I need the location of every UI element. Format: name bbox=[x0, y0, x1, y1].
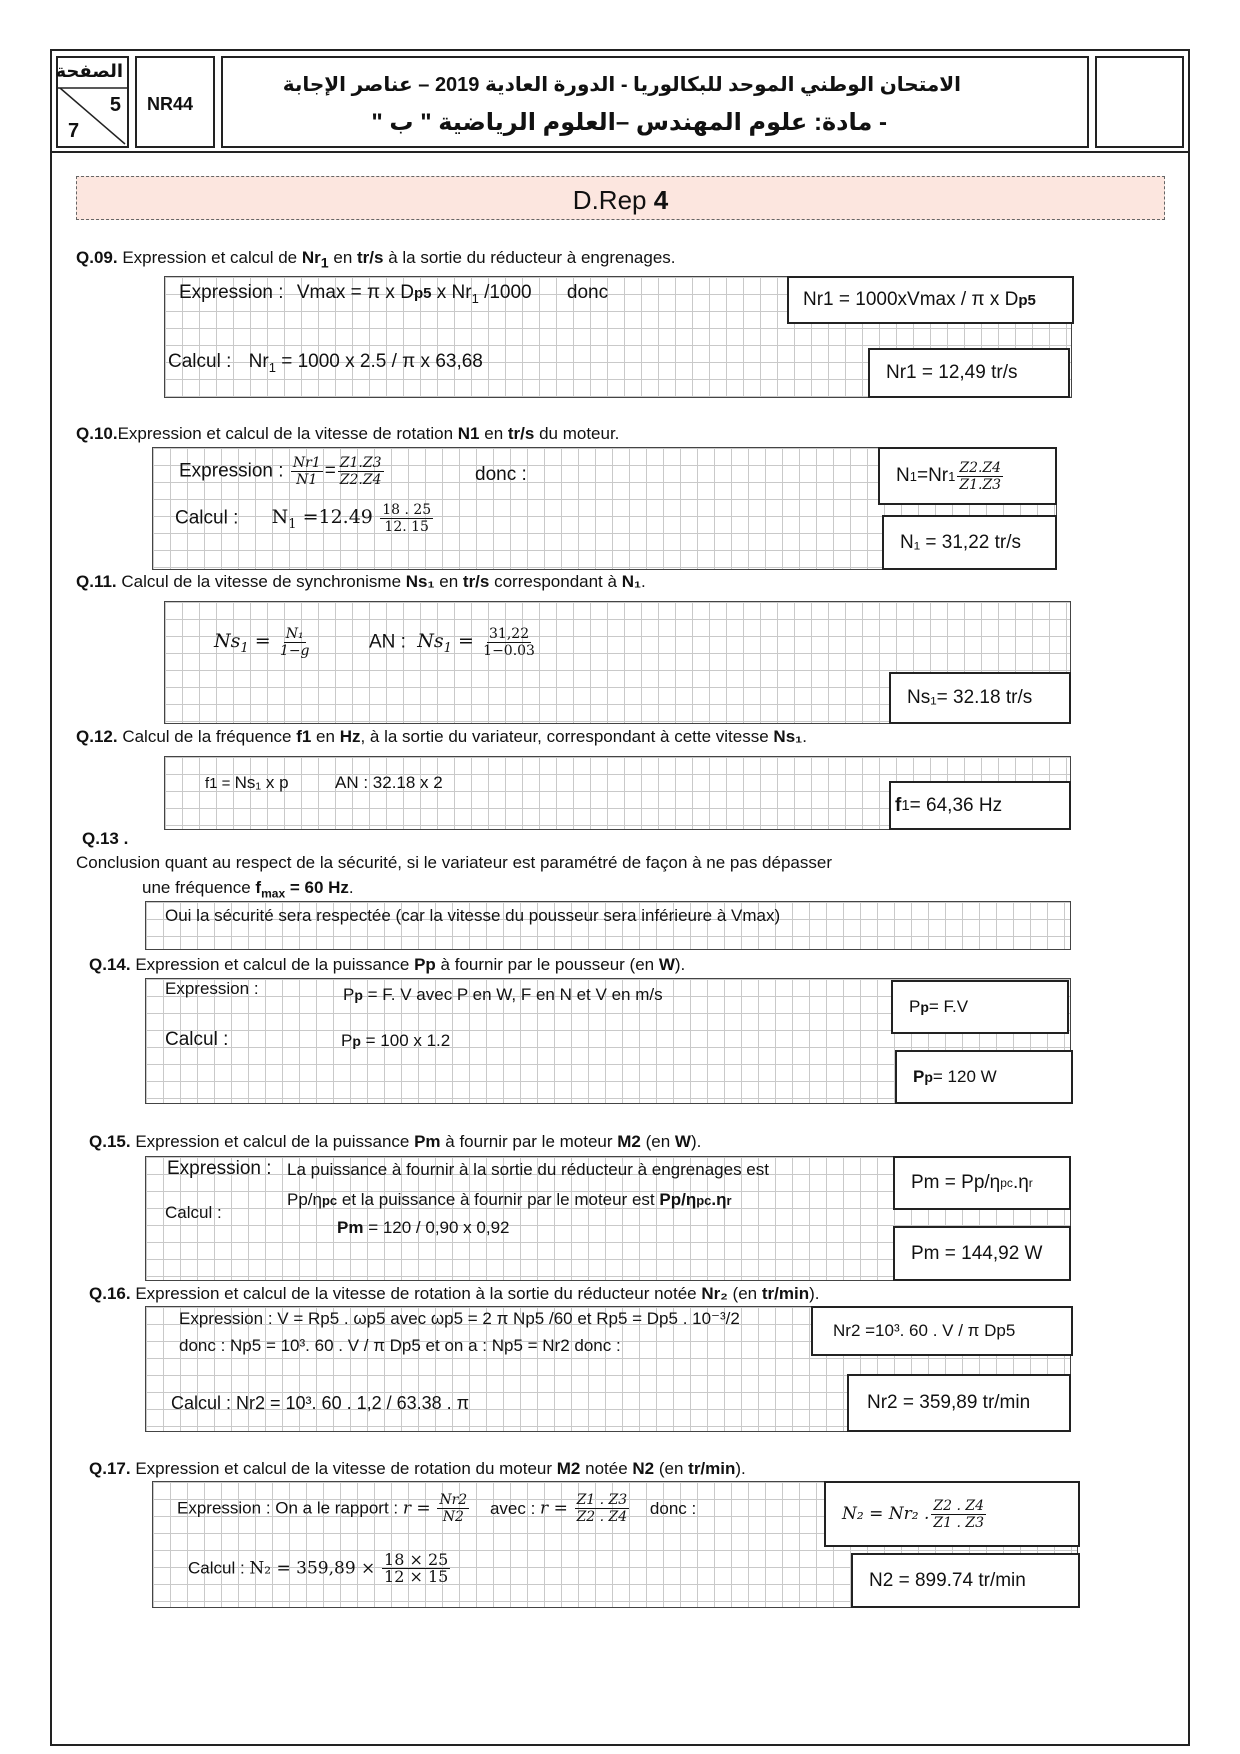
q14-text-mid: à fournir par le pousseur (en bbox=[435, 955, 659, 974]
exam-code: NR44 bbox=[147, 94, 194, 114]
header-title-line1: الامتحان الوطني الموحد للبكالوريا - الدورة العادية 2019 – عناصر الإجابة bbox=[282, 74, 961, 96]
q11-an-eq: = bbox=[451, 629, 474, 652]
q14-expr-label: Expression : bbox=[165, 979, 259, 998]
q10-f1-num: Nr1 bbox=[292, 455, 321, 471]
q10-answer-formula bbox=[878, 447, 1057, 505]
q11-answer-value bbox=[889, 672, 1071, 724]
q09-ans2: Nr1 = 12,49 tr/s bbox=[886, 362, 1018, 383]
q14-calc-b: = 100 x 1.2 bbox=[360, 1031, 451, 1050]
q14-expr-b: = F. V avec P en W, F en N et V en m/s bbox=[362, 985, 663, 1004]
section-title-prefix: D.Rep bbox=[572, 185, 647, 215]
q11-an bbox=[369, 626, 539, 659]
q09-expr-b: x Nr bbox=[431, 282, 472, 303]
q10-calc-a: N bbox=[271, 505, 289, 528]
q16-answer-formula bbox=[811, 1306, 1073, 1356]
header-divider bbox=[50, 151, 1190, 153]
q15-answer-formula bbox=[893, 1156, 1071, 1210]
q11-lhs: Ns bbox=[214, 629, 241, 652]
q11-text: Calcul de la vitesse de synchronisme bbox=[116, 572, 406, 591]
q13-line2-sub: max bbox=[261, 886, 286, 901]
q10-question bbox=[76, 424, 619, 444]
q11-unit: tr/s bbox=[462, 572, 490, 591]
q11-number: Q.11. bbox=[76, 572, 117, 591]
q17-calc-num: 18 × 25 bbox=[384, 1550, 449, 1569]
q15-ans1-sub2: r bbox=[1028, 1176, 1033, 1190]
header-title-line2: - مادة: علوم المهندس –العلوم الرياضية " ب " bbox=[371, 109, 887, 136]
q15-unit: W bbox=[674, 1132, 691, 1151]
page-number: 5 bbox=[109, 94, 121, 116]
q10-calc-label: Calcul : bbox=[175, 507, 239, 529]
q10-f2-num: Z1.Z3 bbox=[339, 455, 382, 471]
q17-text-notee: notée bbox=[580, 1459, 633, 1478]
q09-expr-sub2: 1 bbox=[471, 290, 479, 306]
q13-line2-d: . bbox=[348, 878, 354, 897]
q09-number: Q.09. bbox=[76, 248, 118, 267]
q15-motor: M2 bbox=[617, 1132, 641, 1151]
q10-answer-value bbox=[882, 515, 1057, 570]
q15-expr-line2 bbox=[287, 1190, 732, 1210]
q10-var: N1 bbox=[457, 424, 480, 443]
q10-ans2: N₁ = 31,22 tr/s bbox=[900, 531, 1021, 553]
q13-line2-c: = 60 Hz bbox=[285, 878, 349, 897]
q09-ans1-a: Nr1 = 1000xVmax / π x D bbox=[803, 289, 1019, 310]
q14-unit: W bbox=[658, 955, 675, 974]
q15-expr-label: Expression : bbox=[167, 1158, 272, 1179]
q09-unit: tr/s bbox=[357, 248, 384, 267]
q11-text-en: en bbox=[434, 572, 463, 591]
q15-l2-b: et la puissance à fournir par le moteur est bbox=[337, 1190, 660, 1209]
q16-var: Nr₂ bbox=[701, 1284, 728, 1303]
q15-l2-a: Pp/η bbox=[287, 1190, 322, 1209]
q16-text: Expression et calcul de la vitesse de rotation à la sortie du réducteur notée bbox=[130, 1284, 702, 1303]
q16-ans2: Nr2 = 359,89 tr/min bbox=[867, 1392, 1031, 1413]
code-box bbox=[135, 56, 215, 148]
q17-expr-label: Expression : On a le rapport : bbox=[177, 1498, 403, 1518]
q17-avec-r: r = bbox=[540, 1498, 568, 1519]
q17-donc: donc : bbox=[649, 1498, 697, 1518]
q13-line1: Conclusion quant au respect de la sécurité, si le variateur est paramétré de façon à ne pas dépasser bbox=[76, 853, 832, 872]
q14-calc-label: Calcul : bbox=[165, 1029, 229, 1050]
q14-ans1-a: P bbox=[909, 997, 921, 1016]
q11-var2: N₁ bbox=[621, 572, 641, 591]
q13-answer: Oui la sécurité sera respectée (car la vitesse du pousseur sera inférieure à Vmax) bbox=[165, 906, 781, 925]
q12-number: Q.12. bbox=[76, 727, 118, 746]
q09-expression bbox=[179, 282, 608, 306]
q17-expr-r: r = bbox=[402, 1498, 431, 1519]
q10-text-end: du moteur. bbox=[534, 424, 620, 443]
q13-number bbox=[82, 829, 128, 849]
q16-unit: tr/min bbox=[761, 1284, 810, 1303]
q12-unit: Hz bbox=[339, 727, 361, 746]
q17-answer-value bbox=[851, 1553, 1080, 1608]
q14-text: Expression et calcul de la puissance bbox=[130, 955, 415, 974]
grade-box bbox=[1095, 56, 1184, 148]
q17-ans2: N2 = 899.74 tr/min bbox=[869, 1569, 1026, 1591]
q12-an: AN : 32.18 x 2 bbox=[335, 773, 443, 792]
q09-donc: donc bbox=[566, 282, 609, 303]
q09-expr-a: Vmax = π x D bbox=[296, 282, 414, 303]
q16-expr-line1: Expression : V = Rp5 . ωp5 avec ωp5 = 2 π Np5 /60 et Rp5 = Dp5 . 10⁻³/2 bbox=[179, 1309, 740, 1328]
q17-ans1-num: Z2 . Z4 bbox=[933, 1497, 984, 1514]
q17-ans1-den: Z1 . Z3 bbox=[933, 1514, 984, 1531]
q12-question bbox=[76, 727, 807, 747]
q11-question bbox=[76, 572, 646, 592]
q12-formula-b: Ns₁ x p bbox=[234, 773, 289, 792]
q12-answer-value bbox=[889, 781, 1071, 830]
section-title-number: 4 bbox=[653, 185, 669, 215]
q10-calc-b: =12.49 bbox=[296, 505, 373, 528]
q09-expr-sub1: p5 bbox=[413, 285, 432, 302]
q11-an-f-num: 31,22 bbox=[489, 626, 530, 642]
q11-an-lhs: Ns bbox=[417, 629, 444, 652]
q14-answer-value bbox=[895, 1050, 1073, 1104]
q10-donc: donc : bbox=[475, 464, 527, 485]
q17-text-end: ). bbox=[735, 1459, 746, 1478]
q15-text-end: ). bbox=[690, 1132, 702, 1151]
section-title-banner bbox=[76, 176, 1165, 220]
q17-den1: N2 bbox=[442, 1509, 464, 1525]
q17-text: Expression et calcul de la vitesse de rotation du moteur bbox=[130, 1459, 557, 1478]
q10-calc-f-num: 18 . 25 bbox=[382, 502, 432, 518]
q09-calc-b: = 1000 x 2.5 / π x 63,68 bbox=[275, 351, 483, 372]
q16-question bbox=[89, 1284, 819, 1304]
q12-var2: Ns₁ bbox=[773, 727, 803, 746]
q10-number: Q.10. bbox=[76, 424, 118, 443]
q13-line2-b: f bbox=[255, 878, 262, 897]
q17-num2: Z1 . Z3 bbox=[576, 1492, 628, 1508]
q15-text-mid: à fournir par le moteur bbox=[440, 1132, 618, 1151]
q12-text-end: . bbox=[802, 727, 807, 746]
q15-ans1-b: .η bbox=[1012, 1172, 1029, 1193]
q15-l2-c: Pp/η bbox=[659, 1190, 697, 1209]
q17-den2: Z2 . Z4 bbox=[576, 1509, 628, 1525]
q11-text-corr: correspondant à bbox=[489, 572, 622, 591]
q16-expr-line2: donc : Np5 = 10³. 60 . V / π Dp5 et on a : Np5 = Nr2 donc : bbox=[179, 1336, 621, 1355]
q12-text: Calcul de la fréquence bbox=[117, 727, 297, 746]
q10-ans1-sub2: 1 bbox=[948, 468, 956, 484]
q11-f-num: N₁ bbox=[285, 626, 304, 642]
q17-calcul bbox=[188, 1552, 452, 1585]
q09-question bbox=[76, 248, 676, 271]
q15-calc-b: = 120 / 0,90 x 0,92 bbox=[363, 1218, 510, 1237]
q15-answer-value bbox=[893, 1226, 1071, 1281]
q09-answer-formula bbox=[787, 276, 1074, 324]
q12-ans-a: f bbox=[895, 794, 902, 816]
q16-answer-value bbox=[847, 1374, 1071, 1432]
q15-l2-f: r bbox=[726, 1193, 732, 1208]
title-box bbox=[221, 56, 1089, 148]
q17-calc-label: Calcul : bbox=[188, 1558, 250, 1578]
q09-ans1-sub: p5 bbox=[1018, 291, 1036, 309]
q15-calc-label: Calcul : bbox=[165, 1203, 222, 1222]
q17-unit: tr/min bbox=[688, 1459, 736, 1478]
q09-expr-c: /1000 bbox=[478, 282, 532, 303]
q14-ans2-a: P bbox=[913, 1067, 925, 1086]
q12-formula-a: f1 = bbox=[205, 775, 235, 792]
q17-calc-lhs: N₂ = 359,89 × bbox=[249, 1558, 376, 1579]
q11-f-den: 1−g bbox=[279, 643, 310, 659]
q09-calc-label: Calcul : bbox=[168, 351, 232, 372]
q09-expr-label: Expression : bbox=[179, 282, 284, 303]
q15-ans1-sub: pc bbox=[1000, 1176, 1013, 1190]
q17-question bbox=[89, 1459, 746, 1479]
q15-number: Q.15. bbox=[89, 1132, 131, 1151]
q17-answer-formula bbox=[824, 1481, 1080, 1547]
q11-text-end: . bbox=[641, 572, 646, 591]
q15-ans1-a: Pm = Pp/η bbox=[911, 1172, 1001, 1193]
q11-lhs-sub: 1 bbox=[240, 640, 249, 656]
q16-number: Q.16. bbox=[89, 1284, 131, 1303]
page-total: 7 bbox=[68, 120, 80, 142]
q12-text-en: en bbox=[311, 727, 340, 746]
q11-var: Ns₁ bbox=[405, 572, 435, 591]
q10-f2-den: Z2.Z4 bbox=[339, 472, 382, 488]
q09-text: Expression et calcul de bbox=[117, 248, 302, 267]
q14-expr-a: P bbox=[343, 985, 355, 1004]
q12-var: f1 bbox=[296, 727, 312, 746]
q14-expr-sub: p bbox=[354, 987, 363, 1003]
q10-text-en: en bbox=[479, 424, 508, 443]
q11-an-f-den: 1−0.03 bbox=[483, 643, 535, 659]
q15-l2-d: pc bbox=[696, 1193, 712, 1208]
q10-expression bbox=[179, 455, 386, 488]
q17-calc-den: 12 × 15 bbox=[384, 1567, 449, 1586]
q10-calcul bbox=[175, 502, 435, 535]
q09-text-en: en bbox=[328, 248, 357, 267]
q09-calc-a: Nr bbox=[248, 351, 269, 372]
q14-question bbox=[89, 955, 685, 975]
q10-ans1-f-den: Z1.Z3 bbox=[959, 476, 1002, 493]
q10-text: Expression et calcul de la vitesse de rotation bbox=[117, 424, 458, 443]
q17-num1: Nr2 bbox=[439, 1492, 468, 1508]
q15-var: Pm bbox=[414, 1132, 441, 1151]
q15-calc-a: Pm bbox=[337, 1218, 364, 1237]
q10-calc-sub: 1 bbox=[288, 516, 297, 532]
q15-l2-e: .η bbox=[711, 1190, 727, 1209]
q13-num: Q.13 . bbox=[82, 829, 129, 848]
q10-unit: tr/s bbox=[507, 424, 535, 443]
q11-eq: = bbox=[248, 629, 271, 652]
q14-number: Q.14. bbox=[89, 955, 131, 974]
q16-text-end: ). bbox=[809, 1284, 820, 1303]
q14-ans1-sub: p bbox=[920, 999, 929, 1015]
q09-text-end: à la sortie du réducteur à engrenages. bbox=[383, 248, 676, 267]
q17-expression bbox=[177, 1492, 696, 1525]
q14-expression bbox=[343, 985, 663, 1005]
q12-ans-b: 1 bbox=[901, 797, 910, 814]
q09-calc-sub: 1 bbox=[268, 359, 276, 375]
page-label: الصفحة bbox=[55, 61, 123, 81]
q09-var-sub: 1 bbox=[320, 255, 329, 272]
q17-motor: M2 bbox=[556, 1459, 581, 1478]
q14-ans2-sub: p bbox=[924, 1069, 933, 1085]
q13-line2-a: une fréquence bbox=[142, 878, 256, 897]
q12-ans-c: = 64,36 Hz bbox=[909, 794, 1003, 816]
q12-text-sortie: , à la sortie du variateur, correspondant à cette vitesse bbox=[360, 727, 774, 746]
q15-text-en: (en bbox=[640, 1132, 675, 1151]
q17-text-en: (en bbox=[654, 1459, 689, 1478]
q14-answer-formula bbox=[891, 980, 1069, 1034]
q16-text-en: (en bbox=[727, 1284, 762, 1303]
q10-expr-label: Expression : bbox=[179, 460, 284, 482]
q10-ans1-b: =Nr bbox=[916, 465, 949, 486]
q14-calcul bbox=[341, 1031, 450, 1051]
q17-avec: avec : bbox=[489, 1498, 541, 1518]
q10-ans1-a: N bbox=[896, 465, 910, 486]
q15-text: Expression et calcul de la puissance bbox=[130, 1132, 415, 1151]
q16-calcul: Calcul : Nr2 = 10³. 60 . 1,2 / 63.38 . π bbox=[171, 1393, 470, 1413]
q15-calcul bbox=[337, 1218, 510, 1238]
q11-formula bbox=[214, 626, 314, 659]
q17-ans1-lhs: N₂ = Nr₂ . bbox=[842, 1504, 930, 1524]
q10-f1-den: N1 bbox=[296, 472, 318, 488]
q14-calc-a: P bbox=[341, 1031, 353, 1050]
section-title bbox=[77, 185, 1164, 216]
q13-line2 bbox=[142, 878, 354, 900]
q14-text-end: ). bbox=[674, 955, 686, 974]
q09-var: Nr bbox=[301, 248, 321, 267]
q11-an-label: AN : bbox=[369, 631, 406, 653]
q16-ans1: Nr2 =10³. 60 . V / π Dp5 bbox=[833, 1321, 1016, 1340]
q14-var: Pp bbox=[414, 955, 436, 974]
q15-l2-sub: pc bbox=[321, 1193, 338, 1208]
q14-calc-sub: p bbox=[352, 1033, 361, 1049]
q09-answer-value bbox=[868, 348, 1070, 398]
q14-ans1-b: = F.V bbox=[928, 997, 969, 1016]
q10-eq: = bbox=[324, 460, 336, 482]
q17-var: N2 bbox=[632, 1459, 655, 1478]
q10-ans1-f-num: Z2.Z4 bbox=[959, 459, 1002, 476]
q11-an-lhs-sub: 1 bbox=[443, 640, 452, 656]
q15-question bbox=[89, 1132, 701, 1152]
q12-formula bbox=[205, 773, 289, 793]
q10-ans1-sub: 1 bbox=[909, 468, 917, 484]
page-number-box bbox=[56, 56, 129, 148]
q10-calc-f-den: 12. 15 bbox=[384, 519, 429, 535]
q11-ans: Ns₁= 32.18 tr/s bbox=[907, 687, 1033, 708]
q17-number: Q.17. bbox=[89, 1459, 131, 1478]
q15-ans2: Pm = 144,92 W bbox=[911, 1242, 1043, 1264]
q09-calcul bbox=[168, 351, 483, 375]
q14-ans2-b: = 120 W bbox=[932, 1067, 997, 1086]
q15-expr-line1: La puissance à fournir à la sortie du réducteur à engrenages est bbox=[287, 1160, 769, 1179]
